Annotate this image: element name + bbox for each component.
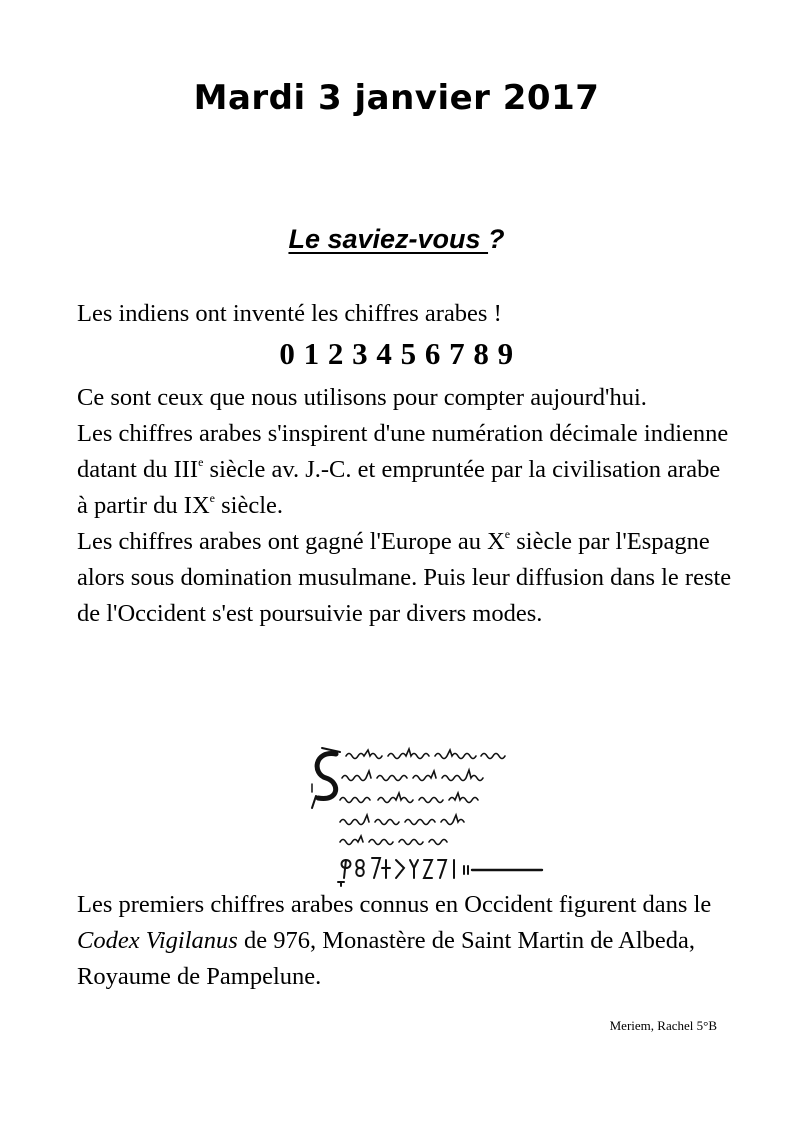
- origin-text-3: siècle.: [215, 492, 284, 519]
- closing-text-1: Les premiers chiffres arabes connus en Occident figurent dans le: [77, 891, 712, 918]
- digits-row: 0 1 2 3 4 5 6 7 8 9: [279, 336, 514, 371]
- origin-text-1: Les chiffres arabes s'inspirent d'une numération décimale indienne datant du III: [77, 420, 729, 483]
- century-superscript: e: [504, 527, 511, 541]
- closing-paragraph: [77, 887, 737, 995]
- codex-manuscript-image: [306, 744, 546, 888]
- century-superscript: e: [209, 491, 215, 505]
- intro-line: Les indiens ont inventé les chiffres arabes !: [77, 300, 502, 327]
- paragraph-origin: [77, 416, 737, 524]
- paragraph-europe: [77, 524, 737, 632]
- signature: Meriem, Rachel 5°B: [609, 1018, 717, 1033]
- codex-title: Codex Vigilanus: [77, 927, 238, 954]
- subtitle-underlined-text: Le saviez-vous: [288, 224, 489, 254]
- closing-text-2: de 976, Monastère de Saint Martin de Albeda, Royaume de Pampelune.: [77, 927, 696, 990]
- subtitle: [0, 224, 793, 255]
- europe-text-2: siècle par l'Espagne alors sous domination musulmane. Puis leur diffusion dans le reste de l'Occident s'est poursuivie par divers modes.: [77, 528, 732, 627]
- century-superscript: e: [198, 455, 204, 469]
- subtitle-question-mark: ?: [488, 224, 505, 254]
- europe-text-1: Les chiffres arabes ont gagné l'Europe au X: [77, 528, 505, 555]
- origin-text-2: siècle av. J.-C. et empruntée par la civilisation arabe à partir du IX: [77, 456, 721, 519]
- page-date: Mardi 3 janvier 2017: [193, 78, 600, 118]
- body-paragraphs: [77, 380, 737, 632]
- paragraph-usage: Ce sont ceux que nous utilisons pour compter aujourd'hui.: [77, 384, 647, 411]
